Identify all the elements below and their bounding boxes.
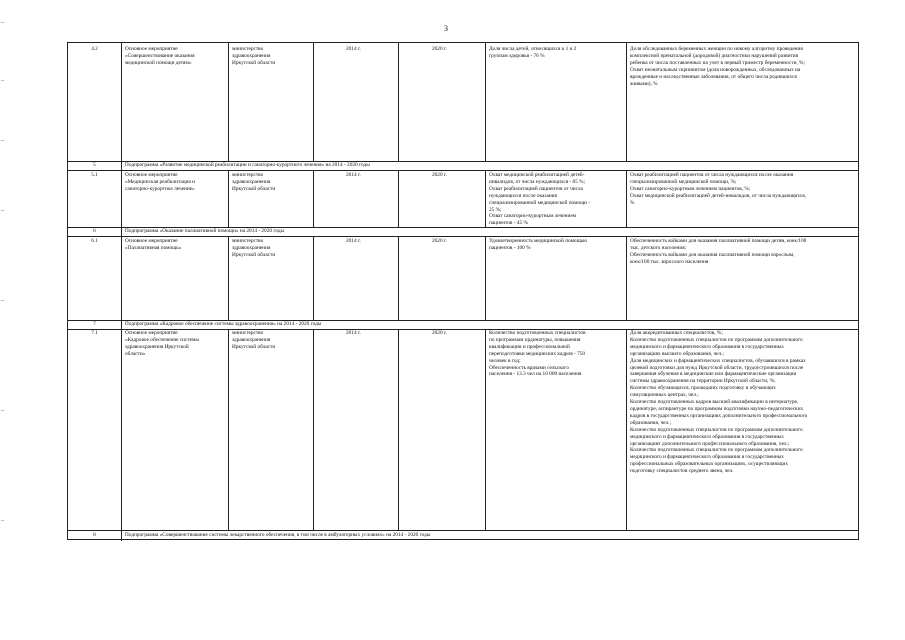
subprogram-title: Подпрограмма «Совершенствование системы лекарственного обеспечения, в том числе в амбулаторных условиях» на 2014 - 2020 годы (125, 532, 431, 538)
start-year: 2014 г. (346, 46, 361, 52)
row-number: 6.1 (91, 238, 98, 244)
row-number: 7.1 (91, 330, 98, 336)
left-margin-marks (0, 0, 6, 640)
start-year: 2014 г. (346, 238, 361, 244)
executor: министерство здравоохранения Иркутской области (232, 172, 276, 192)
expected-result: Количество подготовленных специалистов по программам ординатуры, повышения квалификации и профессиональной переподготовки медицинских кадров - 750 человек в год; Обеспеченность врачами сельского населения - 13.3 чел на 10 000 населения (489, 330, 586, 378)
expected-result: Охват медицинской реабилитацией детей- инвалидов, от числа нуждающихся - 85 %; Охват реабилитацией пациентов от числа нуждающихся после оказания специализированной медицинской помощи - 25 %; Охват санаторно-курортным лечением пациентов - 45 % (489, 172, 591, 227)
subprogram-title: Подпрограмма «Развитие медицинской реабилитации и санаторно-курортного лечения» на 2014 - 2020 годы (125, 162, 370, 168)
executor: министерство здравоохранения Иркутской области (232, 46, 276, 66)
indicators: Охват реабилитацией пациентов от числа нуждающихся после оказания специализированной медицинской помощи, %; Охват санаторно-курортным лечением пациентов, %; Охват медицинской реабилитацией детей-инвалидов, от числа нуждающихся, % (630, 172, 806, 206)
executor: министерство здравоохранения Иркутской области (232, 330, 276, 350)
page-number: 3 (444, 24, 448, 33)
program-table (67, 42, 859, 540)
subprogram-title: Подпрограмма «Кадровое обеспечение системы здравоохранения» на 2014 - 2020 годы (125, 321, 322, 327)
indicators: Обеспеченность койками для оказания паллиативной помощи детям, коек/100 тыс. детского населения; Обеспеченность койками для оказания паллиативной помощи взрослым, коек/100 тыс. взрослого населения (630, 238, 807, 265)
row-number: 5.1 (91, 172, 98, 178)
expected-result: Удовлетворенность медицинской помощью пациентов - 100 % (489, 238, 588, 251)
measure-name: Основное мероприятие «Совершенствование оказания медицинской помощи детям» (125, 46, 195, 66)
subprogram-number: 8 (93, 532, 96, 538)
subprogram-number: 6 (93, 228, 96, 234)
measure-name: Основное мероприятие «Кадровое обеспечение системы здравоохранения Иркутской области» (125, 330, 199, 357)
subprogram-title: Подпрограмма «Оказание паллиативной помощи» на 2014 - 2020 годы (125, 228, 285, 234)
measure-name: Основное мероприятие «Медицинская реабилитация и санаторно-курортное лечение» (125, 172, 195, 192)
indicators: Доля аккредитованных специалистов, %; Количество подготовленных специалистов по программам дополнительного медицинского и фармацевтического образования в государственных организациях высшего образования, чел.; Доля медицинских и фармацевтических специалистов, обучавшихся в рамках целевой подготовки для нужд Иркутской области, трудоустроившихся после завершения обучения в медицинские или фармацевтические организации системы здравоохранения на территории Иркутской области, %; Количество обучающихся, прошедших подготовку в обучающих симуляционных центрах, чел.; Количество подготовленных кадров высшей квалификации в интернатуре, ординатуре, аспирантуре по программам подготовки научно-педагогических кадров в государственных организациях дополнительного профессионального образования, чел.; Количество подготовленных специалистов по программам дополнительного медицинского и фармацевтического образования в государственных организациях дополнительного профессионального образования, чел.; Количество подготовленных специалистов по программам дополнительного медицинского и фармацевтического образования в государственных профессиональных образовательных организациях, осуществляющих подготовку специалистов среднего звена, чел. (630, 330, 808, 475)
end-year: 2020 г. (432, 238, 447, 244)
measure-name: Основное мероприятие «Паллиативная помощь» (125, 238, 182, 251)
subprogram-number: 5 (93, 162, 96, 168)
row-number: 4.2 (91, 46, 98, 52)
indicators: Доля обследованных беременных женщин по новому алгоритму проведения комплексной пренатальной (дородовой) диагностики нарушений развития ребенка от числа поставленных на учет в первый триместр беременности, %; Охват неонатальным скринингом (доля новорожденных, обследованных на врожденные и наследственные заболевания, от общего числа родившихся живыми), % (630, 46, 805, 87)
start-year: 2014 г. (346, 330, 361, 336)
end-year: 2020 г. (432, 46, 447, 52)
subprogram-number: 7 (93, 321, 96, 327)
end-year: 2020 г. (432, 172, 447, 178)
executor: министерство здравоохранения Иркутской области (232, 238, 276, 258)
start-year: 2014 г. (346, 172, 361, 178)
end-year: 2020 г. (432, 330, 447, 336)
expected-result: Доля числа детей, относящихся к 1 и 2 группам здоровья - 76 % (489, 46, 577, 59)
